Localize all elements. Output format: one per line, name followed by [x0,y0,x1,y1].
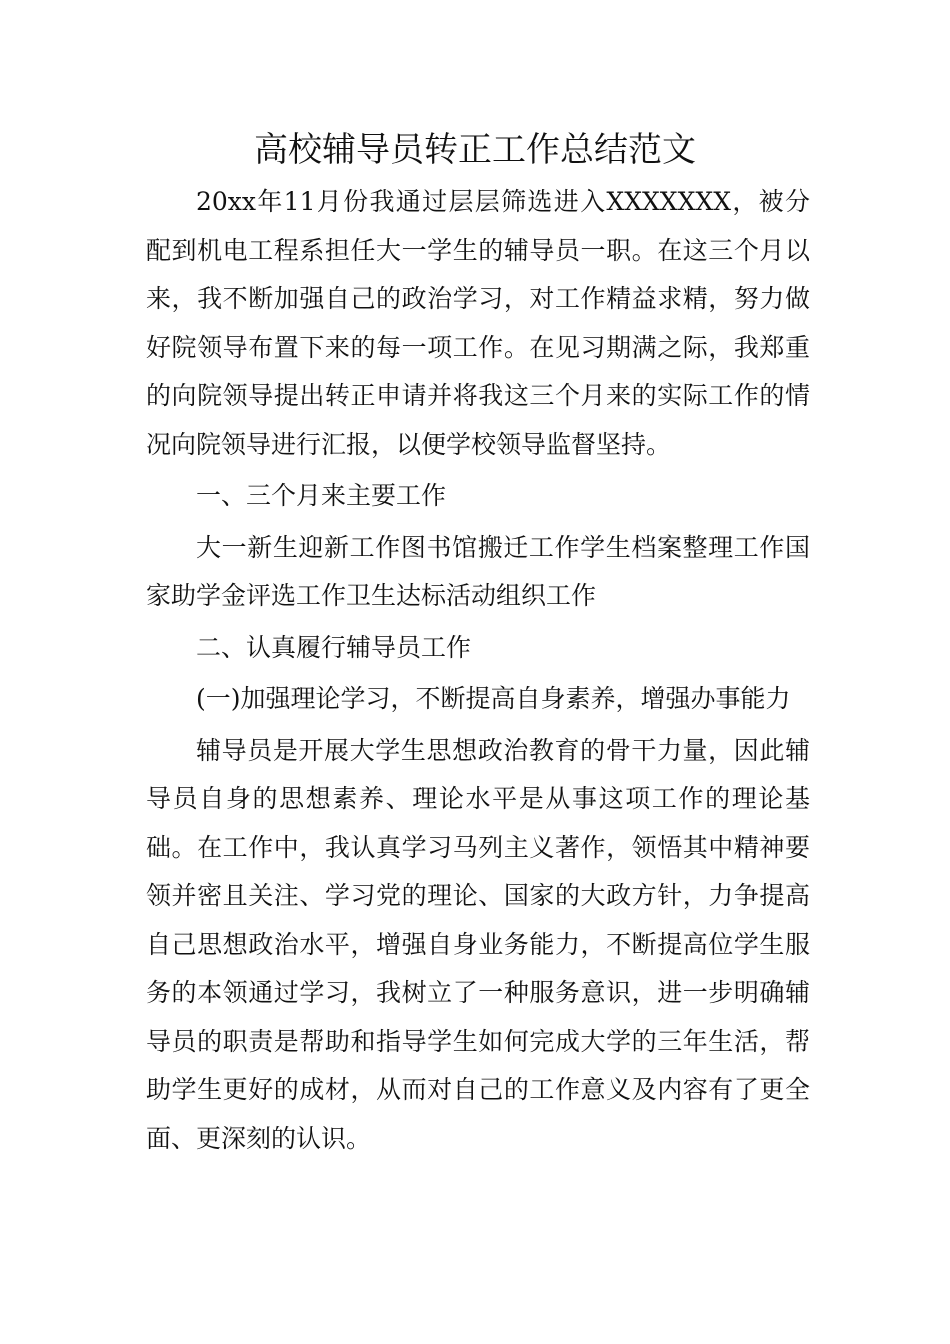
heading-section-2: 二、认真履行辅导员工作 [196,632,472,662]
subheading-theory-study: (一)加强理论学习，不断提高自身素养，增强办事能力 [196,684,791,713]
paragraph-work-list: 大一新生迎新工作图书馆搬迁工作学生档案整理工作国家助学金评选工作卫生达标活动组织工作 [146,532,810,610]
document-title: 高校辅导员转正工作总结范文 [254,130,696,170]
document-body [146,178,810,1163]
paragraph-theory-study: 辅导员是开展大学生思想政治教育的骨干力量，因此辅导员自身的思想素养、理论水平是从事这项工作的理论基础。在工作中，我认真学习马列主义著作，领悟其中精神要领并密且关注、学习党的理论、国家的大政方针，力争提高自己思想政治水平，增强自身业务能力，不断提高位学生服务的本领通过学习，我树立了一种服务意识，进一步明确辅导员的职责是帮助和指导学生如何完成大学的三年生活，帮助学生更好的成材，从而对自己的工作意义及内容有了更全面、更深刻的认识。 [146,735,810,1153]
heading-section-1: 一、三个月来主要工作 [196,481,447,510]
paragraph-intro: 20xx年11月份我通过层层筛选进入XXXXXXX，被分配到机电工程系担任大一学生的辅导员一职。在这三个月以来，我不断加强自己的政治学习，对工作精益求精，努力做好院领导布置下来的每一项工作。在见习期满之际，我郑重的向院领导提出转正申请并将我这三个月来的实际工作的情况向院领导进行汇报，以便学校领导监督坚持。 [146,187,810,459]
